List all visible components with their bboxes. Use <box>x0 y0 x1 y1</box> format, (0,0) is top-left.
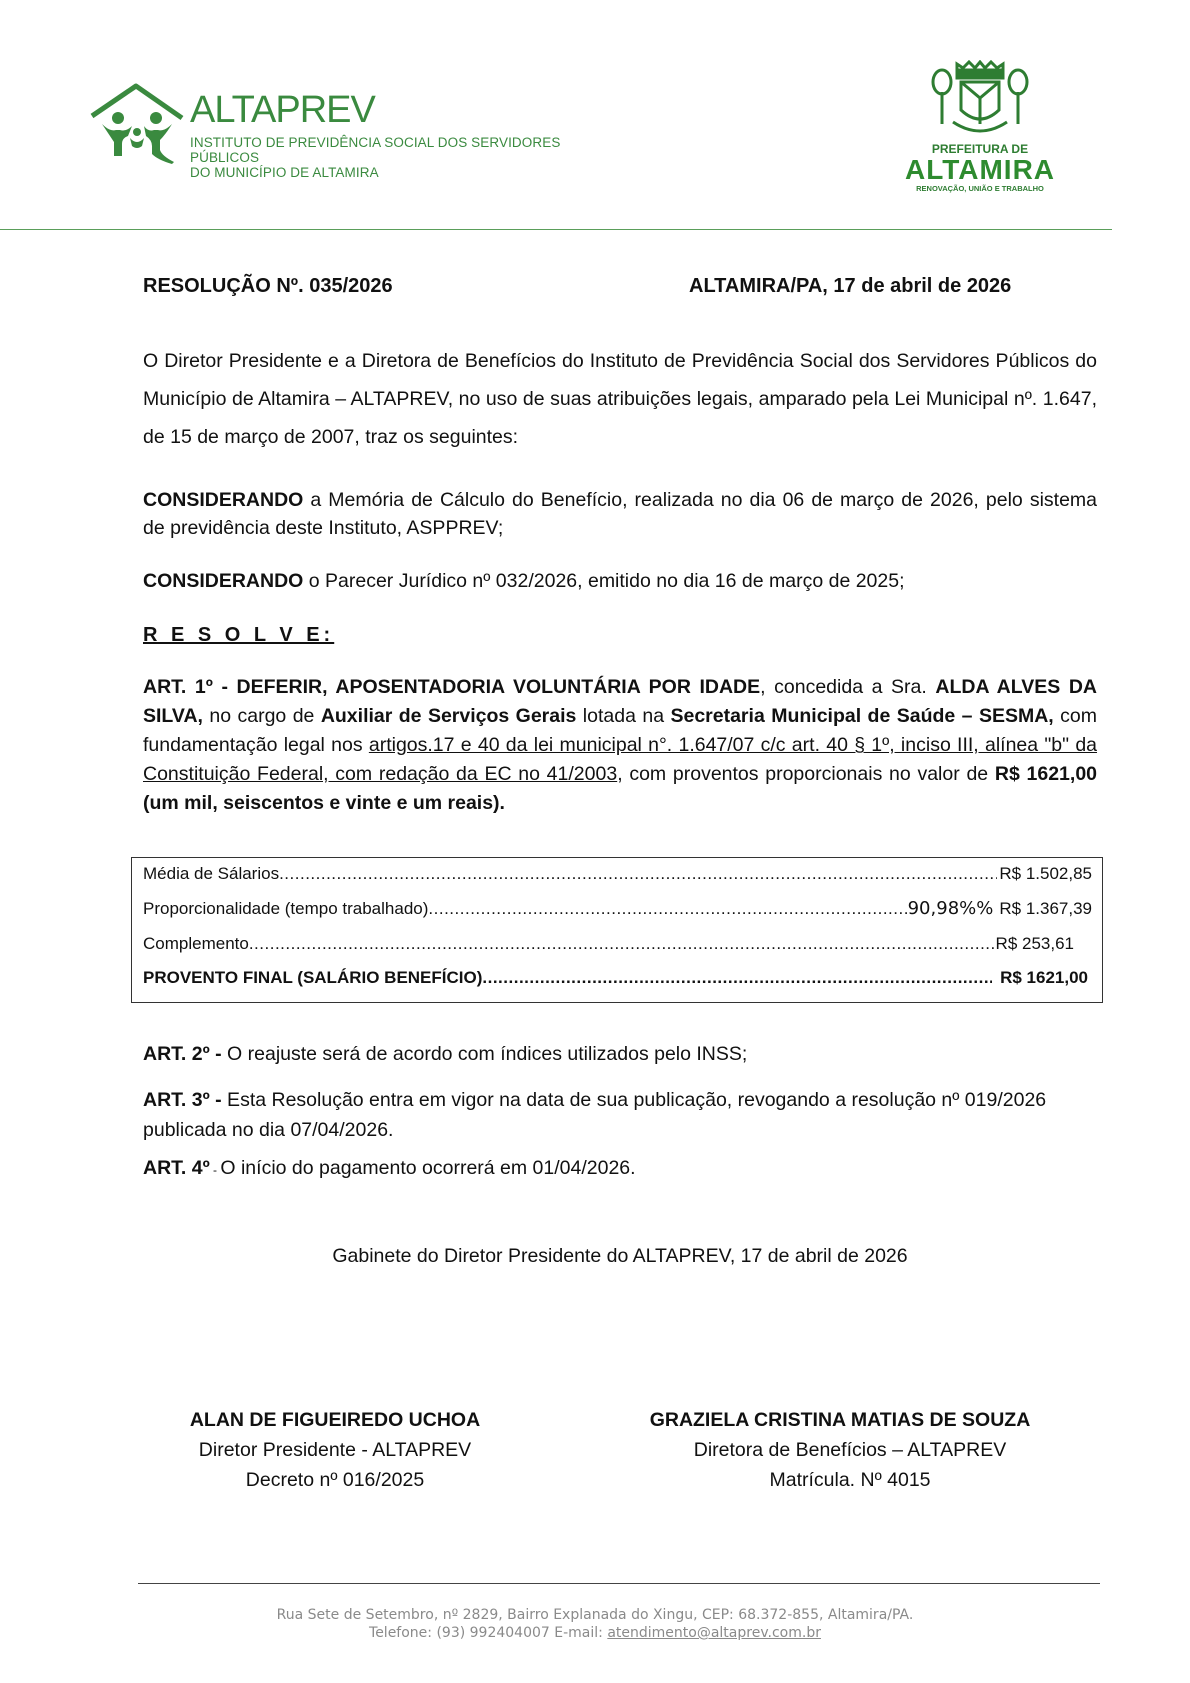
art-label: ART. 2º - <box>143 1043 222 1065</box>
row-label: Complemento <box>143 934 249 953</box>
footer-divider <box>138 1583 1100 1584</box>
beneficiary-name: ALDA ALVES DA SILVA, <box>143 676 1097 727</box>
art-separator: - <box>209 1163 221 1177</box>
considerando-keyword: CONSIDERANDO <box>143 489 304 511</box>
prefeitura-city: ALTAMIRA <box>904 154 1056 185</box>
considerando-1 <box>143 486 1097 542</box>
family-house-icon <box>88 80 188 170</box>
place-date: ALTAMIRA/PA, 17 de abril de 2026 <box>689 275 1012 297</box>
row-percentage: 90,98%% <box>907 898 994 919</box>
header-divider <box>0 229 1112 230</box>
prefeitura-logo <box>895 60 1065 200</box>
legal-basis: artigos.17 e 40 da lei municipal n°. 1.647/07 c/c art. 40 § 1º, inciso III, alínea "b" da Constituição Federal, com redação da EC no 41/2003 <box>143 734 1098 785</box>
signatory-ref: Decreto nº 016/2025 <box>245 1469 425 1491</box>
coat-of-arms-icon <box>895 60 1065 142</box>
footer-email-link[interactable]: atendimento@altaprev.com.br <box>607 1625 821 1641</box>
leader-dots <box>482 968 992 988</box>
considerando-2 <box>143 567 1097 595</box>
signatory-name: GRAZIELA CRISTINA MATIAS DE SOUZA <box>649 1409 1031 1431</box>
department: Secretaria Municipal de Saúde – SESMA, <box>670 705 1054 727</box>
resolution-title: RESOLUÇÃO Nº. 035/2026 <box>143 275 393 297</box>
signatory-role: Diretor Presidente - ALTAPREV <box>198 1439 472 1461</box>
art1-label: ART. 1º - DEFERIR, APOSENTADORIA VOLUNTÁRIA POR IDADE <box>143 676 761 698</box>
art1-text: , concedida a Sra. <box>760 676 936 698</box>
article-4 <box>143 1157 1097 1180</box>
signature-block-2 <box>630 1405 1050 1495</box>
article-1 <box>143 673 1097 818</box>
leader-dots <box>428 899 907 919</box>
brand-name: ALTAPREV <box>190 89 375 131</box>
considerando-keyword: CONSIDERANDO <box>143 570 304 592</box>
signatory-name: ALAN DE FIGUEIREDO UCHOA <box>189 1409 481 1431</box>
article-2 <box>143 1043 1097 1066</box>
table-row <box>143 934 1074 954</box>
article-3 <box>143 1085 1097 1145</box>
signature-block-1 <box>150 1405 520 1495</box>
considerando-text: a Memória de Cálculo do Benefício, realizada no dia 06 de março de 2026, pelo sistema de previdência deste Instituto, ASPPREV; <box>143 489 1097 539</box>
prefeitura-motto: RENOVAÇÃO, UNIÃO E TRABALHO <box>916 184 1044 193</box>
row-value: R$ 253,61 <box>995 934 1074 953</box>
footer <box>0 1606 1190 1642</box>
brand-subtitle <box>190 135 628 180</box>
art-label: ART. 3º - <box>143 1089 222 1111</box>
brand-subtitle-line2: DO MUNICÍPIO DE ALTAMIRA <box>190 165 379 180</box>
footer-contact <box>0 1624 1190 1642</box>
job-title: Auxiliar de Serviços Gerais <box>320 705 577 727</box>
signatory-ref: Matrícula. Nº 4015 <box>769 1469 931 1491</box>
art-label: ART. 4º <box>143 1157 210 1179</box>
benefit-amount: R$ 1621,00 (um mil, seiscentos e vinte e um reais). <box>143 763 1098 814</box>
art1-text: no cargo de <box>202 705 321 727</box>
table-row <box>143 968 1088 988</box>
footer-address: Rua Sete de Setembro, nº 2829, Bairro Explanada do Xingu, CEP: 68.372-855, Altamira/PA. <box>276 1607 914 1623</box>
row-value: R$ 1621,00 <box>1000 968 1088 987</box>
altaprev-logo <box>88 80 628 180</box>
row-label: Média de Sálarios <box>143 864 280 883</box>
footer-phone: Telefone: (93) 992404007 E-mail: <box>369 1625 608 1641</box>
art1-text: , com proventos proporcionais no valor de <box>617 763 995 785</box>
brand-subtitle-line1: INSTITUTO DE PREVIDÊNCIA SOCIAL DOS SERVIDORES PÚBLICOS <box>190 135 561 165</box>
prefeitura-label: PREFEITURA DE <box>931 142 1029 156</box>
table-row <box>143 898 1092 919</box>
art1-text: lotada na <box>576 705 671 727</box>
art1-text: com fundamentação legal nos <box>143 705 1097 756</box>
intro-paragraph: O Diretor Presidente e a Diretora de Benefícios do Instituto de Previdência Social dos Servidores Públicos do Município de Altamira – ALTAPREV, no uso de suas atribuições legais, amparado pela Lei Municipal nº. 1.647, de 15 de março de 2007, traz os seguintes: <box>143 350 1097 448</box>
art-text: Esta Resolução entra em vigor na data de sua publicação, revogando a resolução nº 019/2026 publicada no dia 07/04/2026. <box>143 1089 1047 1141</box>
leader-dots <box>279 864 997 884</box>
considerando-text: o Parecer Jurídico nº 032/2026, emitido no dia 16 de março de 2025; <box>303 570 905 592</box>
row-value: R$ 1.367,39 <box>999 899 1092 918</box>
table-row <box>143 864 1092 884</box>
closing-line: Gabinete do Diretor Presidente do ALTAPREV, 17 de abril de 2026 <box>332 1245 908 1267</box>
row-label: PROVENTO FINAL (SALÁRIO BENEFÍCIO) <box>143 968 483 987</box>
art-text: O reajuste será de acordo com índices utilizados pelo INSS; <box>221 1043 748 1065</box>
leader-dots <box>249 934 994 954</box>
signatory-role: Diretora de Benefícios – ALTAPREV <box>693 1439 1007 1461</box>
row-label: Proporcionalidade (tempo trabalhado) <box>143 899 429 918</box>
row-value: R$ 1.502,85 <box>999 864 1092 883</box>
calculation-table <box>131 857 1103 1003</box>
resolve-heading: R E S O L V E: <box>143 624 335 646</box>
art-text: O início do pagamento ocorrerá em 01/04/2026. <box>220 1157 636 1179</box>
